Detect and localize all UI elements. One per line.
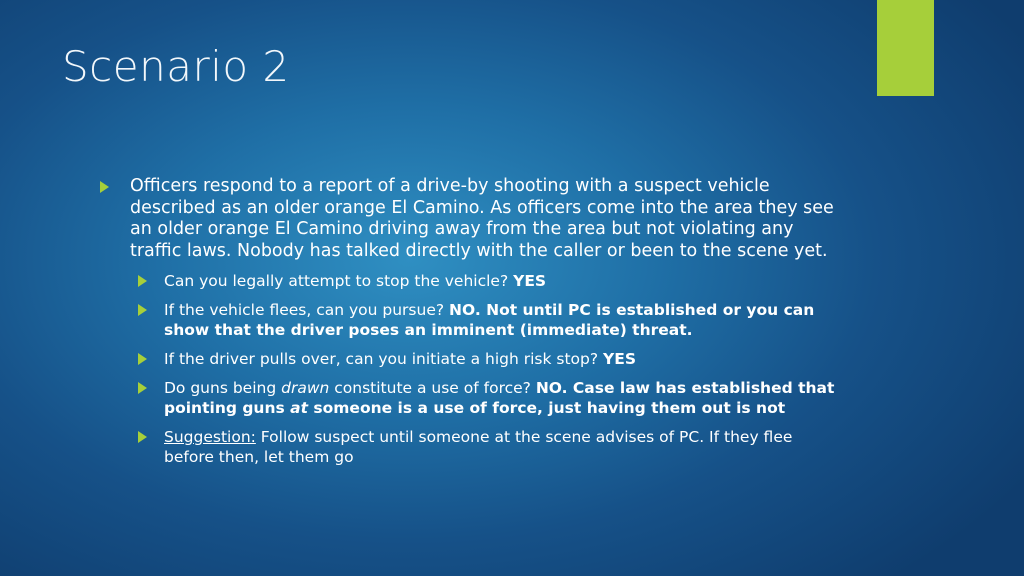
question-emphasis: drawn: [281, 379, 330, 397]
suggestion-label: Suggestion:: [164, 428, 256, 446]
sub-bullet-high-risk-stop: [100, 349, 840, 369]
question-text: If the driver pulls over, can you initiate a high risk stop?: [164, 350, 604, 368]
answer-text: YES: [513, 272, 547, 290]
question-text: If the vehicle flees, can you pursue?: [164, 301, 450, 319]
slide-title: Scenario 2: [62, 42, 290, 91]
main-bullet: [100, 176, 840, 262]
main-bullet-text: Officers respond to a report of a drive-by shooting with a suspect vehicle described as an older orange El Camino. As officers come into the area they see an older orange El Camino driving away from the area but not violating any traffic laws. Nobody has talked directly with the caller or been to the scene yet.: [130, 176, 834, 261]
answer-text-end: someone is a use of force, just having them out is not: [308, 399, 786, 417]
question-text: Do guns being: [164, 379, 282, 397]
bullet-arrow-icon: [138, 275, 147, 287]
bullet-arrow-icon: [138, 304, 147, 316]
answer-text: NO. Case law has established that pointing guns: [164, 379, 835, 417]
answer-emphasis: at: [290, 399, 309, 417]
answer-text: NO. Not until PC is established or you can show that the driver poses an imminent (immediate) threat.: [164, 301, 815, 339]
bullet-arrow-icon: [138, 353, 147, 365]
bullet-arrow-icon: [100, 181, 109, 193]
accent-bar: [877, 0, 934, 96]
bullet-arrow-icon: [138, 431, 147, 443]
sub-bullet-pursue: [100, 300, 840, 340]
sub-bullet-suggestion: [100, 427, 840, 467]
suggestion-text: Follow suspect until someone at the scene advises of PC. If they flee before then, let them go: [164, 428, 793, 466]
bullet-arrow-icon: [138, 382, 147, 394]
sub-bullet-list: [100, 271, 840, 467]
slide-content: [100, 176, 840, 467]
sub-bullet-use-of-force: [100, 378, 840, 418]
question-text: Can you legally attempt to stop the vehicle?: [164, 272, 514, 290]
answer-text: YES: [603, 350, 636, 368]
sub-bullet-stop: [100, 271, 840, 291]
question-text-end: constitute a use of force?: [329, 379, 536, 397]
